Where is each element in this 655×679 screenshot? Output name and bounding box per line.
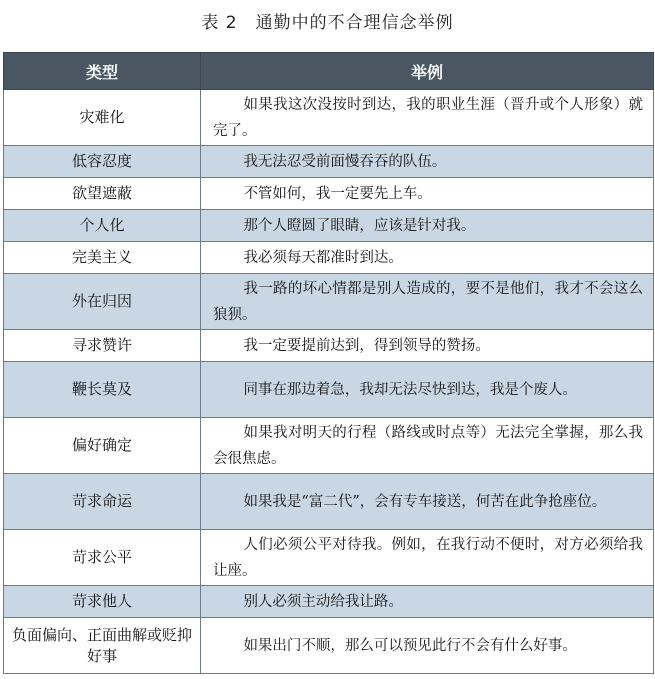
row-type: 苛求命运: [4, 474, 201, 530]
table-row: [4, 530, 654, 586]
table-row: [4, 586, 654, 618]
row-example: 我必须每天都准时到达。: [201, 242, 654, 274]
table-row: [4, 242, 654, 274]
table-row: [4, 90, 654, 146]
table-row: [4, 274, 654, 330]
header-example: 举例: [201, 53, 654, 90]
row-type: 完美主义: [4, 242, 201, 274]
table-header-row: [4, 53, 654, 90]
row-example: 我无法忍受前面慢吞吞的队伍。: [201, 146, 654, 178]
irrational-beliefs-table: [3, 52, 654, 674]
row-example: 我一定要提前达到，得到领导的赞扬。: [201, 330, 654, 362]
row-type: 低容忍度: [4, 146, 201, 178]
row-example: 如果出门不顺，那么可以预见此行不会有什么好事。: [201, 618, 654, 674]
row-example: 别人必须主动给我让路。: [201, 586, 654, 618]
table-row: [4, 146, 654, 178]
row-example: 如果我对明天的行程（路线或时点等）无法完全掌握，那么我会很焦虑。: [201, 418, 654, 474]
table-row: [4, 618, 654, 674]
table-title: 表 2 通勤中的不合理信念举例: [201, 13, 454, 33]
table-row: [4, 418, 654, 474]
row-type: 个人化: [4, 210, 201, 242]
row-type: 寻求赞许: [4, 330, 201, 362]
row-example: 不管如何，我一定要先上车。: [201, 178, 654, 210]
row-type: 偏好确定: [4, 418, 201, 474]
header-type: 类型: [4, 53, 201, 90]
table-row: [4, 330, 654, 362]
row-type: 灾难化: [4, 90, 201, 146]
row-example: 如果我这次没按时到达，我的职业生涯（晋升或个人形象）就完了。: [201, 90, 654, 146]
row-type: 欲望遮蔽: [4, 178, 201, 210]
row-type: 苛求他人: [4, 586, 201, 618]
table-row: [4, 178, 654, 210]
table-row: [4, 362, 654, 418]
row-example: 同事在那边着急，我却无法尽快到达，我是个废人。: [201, 362, 654, 418]
row-example: 人们必须公平对待我。例如，在我行动不便时，对方必须给我让座。: [201, 530, 654, 586]
row-type: 外在归因: [4, 274, 201, 330]
row-type: 负面偏向、正面曲解或贬抑好事: [4, 618, 201, 674]
row-type: 鞭长莫及: [4, 362, 201, 418]
row-type: 苛求公平: [4, 530, 201, 586]
table-row: [4, 474, 654, 530]
row-example: 那个人瞪圆了眼睛，应该是针对我。: [201, 210, 654, 242]
table-row: [4, 210, 654, 242]
row-example: 如果我是“富二代”，会有专车接送，何苦在此争抢座位。: [201, 474, 654, 530]
row-example: 我一路的坏心情都是别人造成的，要不是他们，我才不会这么狼狈。: [201, 274, 654, 330]
